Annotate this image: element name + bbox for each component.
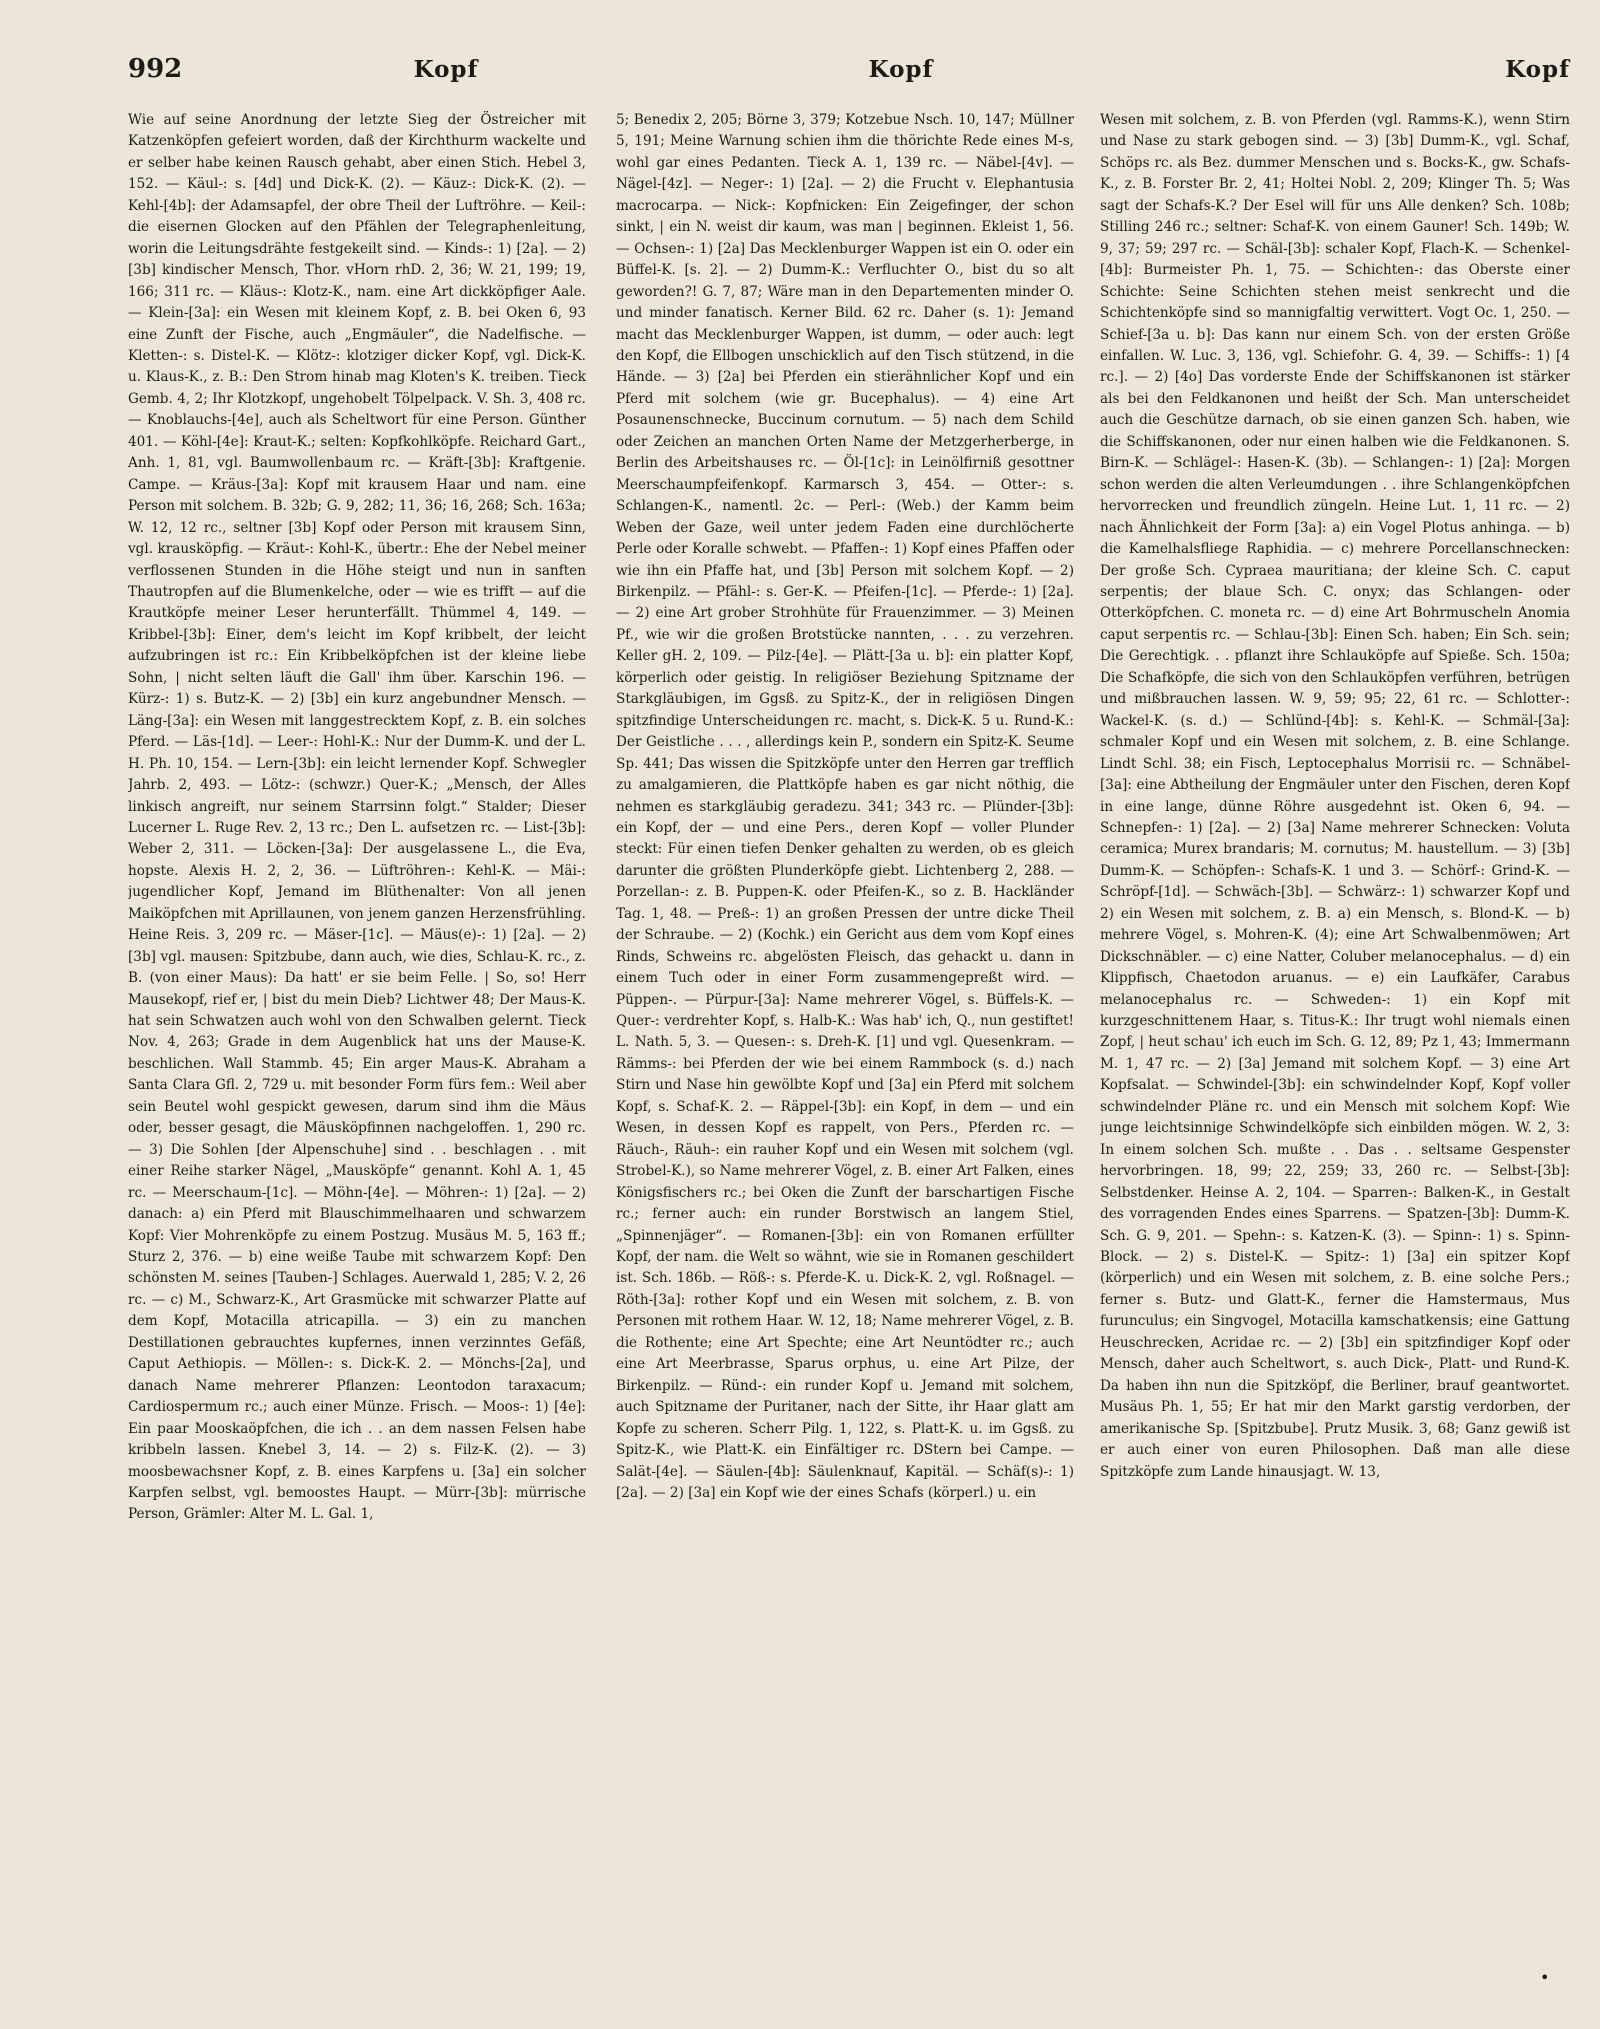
column-text: 5; Benedix 2, 205; Börne 3, 379; Kotzebue Nsch. 10, 147; Müllner 5, 191; Meine Warnung schien ihm die thörichte Rede eines M-s, wohl gar eines Pedanten. Tieck A. 1, 139 rc. — Näbel-[4v]. — Nägel-[4z]. — Neger-: 1) [2a]. — 2) die Frucht v. Elephantusia macrocarpa. — Nick-: Kopfnicken: Ein Zeigefinger, der schon sinkt, | ein N. weist dir kaum, was man | beginnen. Ekleist 1, 56. — Ochsen-: 1) [2a] Das Mecklenburger Wappen ist ein O. oder ein Büffel-K. [s. 2]. — 2) Dumm-K.: Verfluchter O., bist du so alt geworden?! G. 7, 87; Wäre man in den Departementen minder O. und minder fanatisch. Kerner Bild. 62 rc. Daher (s. 1): Jemand macht das Mecklenburger Wappen, ist dumm, — oder auch: legt den Kopf, die Ellbogen unschicklich auf den Tisch stützend, in die Hände. — 3) [2a] bei Pferden ein stierähnlicher Kopf und ein Pferd mit solchem (wie gr. Bucephalus). — 4) eine Art Posaunenschnecke, Buccinum cornutum. — 5) nach dem Schild oder Zeichen an manchen Orten Name der Metzgerherberge, in Berlin des Arbeitshauses rc. — Öl-[1c]: in Leinölfirniß gesottner Meerschaumpfeifenkopf. Karmarsch 3, 454. — Otter-: s. Schlangen-K., namentl. 2c. — Perl-: (Web.) der Kamm beim Weben der Gaze, weil unter jedem Faden eine durchlöcherte Perle oder Koralle schwebt. — Pfaffen-: 1) Kopf eines Pfaffen oder wie ihn ein Pfaffe hat, und [3b] Person mit solchem Kopf. — 2) Birkenpilz. — Pfähl-: s. Ger-K. — Pfeifen-[1c]. — Pferde-: 1) [2a]. — 2) eine Art grober Strohhüte für Frauenzimmer. — 3) Meinen Pf., wie wir die großen Brotstücke nannten, . . . zu verzehren. Keller gH. 2, 109. — Pilz-[4e]. — Plätt-[3a u. b]: ein platter Kopf, körperlich oder geistig. In religiöser Beziehung Spitzname der Starkgläubigen, im Ggsß. zu Spitz-K., der in religiösen Dingen spitzfindige Unterscheidungen rc. macht, s. Dick-K. 5 u. Rund-K.: Der Geistliche . . . , allerdings kein P., sondern ein Spitz-K. Seume Sp. 441; Das wissen die Spitzköpfe unter den Herren gar trefflich zu amalgamieren, die Plattköpfe haben es gar nicht nöthig, die nehmen es starkgläubig geradezu. 341; 343 rc. — Plünder-[3b]: ein Kopf, der — und eine Pers., deren Kopf — voller Plunder steckt: Für einen tiefen Denker gehalten zu werden, ob es gleich darunter die größten Plunderköpfe giebt. Lichtenberg 2, 288. — Porzellan-: z. B. Puppen-K. oder Pfeifen-K., so z. B. Hackländer Tag. 1, 48. — Preß-: 1) an großen Pressen der untre dicke Theil der Schraube. — 2) (Kochk.) ein Gericht aus dem vom Kopf eines Rinds, Schweins rc. abgelösten Fleisch, das gehackt u. dann in einem Tuch oder in einer Form zusammengepreßt wird. — Püppen-. — Pürpur-[3a]: Name mehrerer Vögel, s. Büffels-K. — Quer-: verdrehter Kopf, s. Halb-K.: Was hab' ich, Q., nun gestiftet! L. Nath. 5, 3. — Quesen-: s. Dreh-K. [1] und vgl. Quesenkram. — Rämms-: bei Pferden der wie bei einem Rammbock (s. d.) nach Stirn und Nase hin gewölbte Kopf und [3a] ein Pferd mit solchem Kopf, s. Schaf-K. 2. — Räppel-[3b]: ein Kopf, in dem — und ein Wesen, in dessen Kopf es rappelt, von Pers., Pferden rc. — Räuch-, Räuh-: ein rauher Kopf und ein Wesen mit solchem (vgl. Strobel-K.), so Name mehrerer Vögel, z. B. einer Art Falken, eines Königsfischers rc.; bei Oken die Zunft der barschartigen Fische rc.; ferner auch: ein runder Borstwisch an langem Stiel, „Spinnenjäger“. — Romanen-[3b]: ein von Romanen erfüllter Kopf, der nam. die Welt so wähnt, wie sie in Romanen geschildert ist. Sch. 186b. — Röß-: s. Pferde-K. u. Dick-K. 2, vgl. Roßnagel. — Röth-[3a]: rother Kopf und ein Wesen mit solchem, z. B. von Personen mit rothem Haar. W. 12, 18; Name mehrerer Vögel, z. B. die Rothente; eine Art Spechte; eine Art Neuntödter rc.; auch eine Art Meerbrasse, Sparus orphus, u. eine Art Pilze, der Birkenpilz. — Ründ-: ein runder Kopf u. Jemand mit solchem, auch Spitzname der Puritaner, nach der Sitte, ihr Haar glatt am Kopfe zu scheren. Scherr Pilg. 1, 122, s. Platt-K. u. im Ggsß. zu Spitz-K., wie Platt-K. ein Einfältiger rc. DStern bei Campe. — Salät-[4e]. — Säulen-[4b]: Säulenknauf, Kapitäl. — Schäf(s)-: 1) [2a]. — 2) [3a] ein Kopf wie der eines Schafs (körperl.) u. ein bbox=[616, 112, 1074, 1501]
running-header bbox=[128, 54, 1570, 90]
headword-left: Kopf bbox=[413, 56, 479, 83]
end-bullet: • bbox=[1540, 1968, 1550, 1987]
column-text: Wesen mit solchem, z. B. von Pferden (vgl. Ramms-K.), wenn Stirn und Nase zu stark gebogen sind. — 3) [3b] Dumm-K., vgl. Schaf, Schöps rc. als Bez. dummer Menschen und s. Bocks-K., gw. Schafs-K., z. B. Forster Br. 2, 41; Holtei Nobl. 2, 209; Klinger Th. 5; Was sagt der Schafs-K.? Der Esel will für uns Alle denken? Sch. 108b; Stilling 246 rc.; seltner: Schaf-K. von einem Gauner! Sch. 149b; W. 9, 37; 59; 297 rc. — Schäl-[3b]: schaler Kopf, Flach-K. — Schenkel-[4b]: Burmeister Ph. 1, 75. — Schichten-: das Oberste einer Schichte: Seine Schichten stehen meist senkrecht und die Schichtenköpfe sind so mannigfaltig verwittert. Vogt Oc. 1, 250. — Schief-[3a u. b]: Das kann nur einem Sch. von der ersten Größe einfallen. W. Luc. 3, 136, vgl. Schiefohr. G. 4, 39. — Schiffs-: 1) [4 rc.]. — 2) [4o] Das vorderste Ende der Schiffskanonen ist stärker als bei den Feldkanonen und heißt der Sch. Man unterscheidet auch die Geschütze darnach, ob sie einen ganzen Sch. haben, wie die Schiffskanonen, oder nur einen halben wie die Feldkanonen. S. Birn-K. — Schlägel-: Hasen-K. (3b). — Schlangen-: 1) [2a]: Morgen schon werden die alten Verleumdungen . . ihre Schlangenköpfchen hervorrecken und freundlich züngeln. Heine Lut. 1, 11 rc. — 2) nach Ähnlichkeit der Form [3a]: a) ein Vogel Plotus anhinga. — b) die Kamelhalsfliege Raphidia. — c) mehrere Porcellanschnecken: Der große Sch. Cypraea mauritiana; der kleine Sch. C. caput serpentis; der blaue Sch. C. onyx; das Schlangen- oder Otterköpfchen. C. moneta rc. — d) eine Art Bohrmuscheln Anomia caput serpentis rc. — Schlau-[3b]: Einen Sch. haben; Ein Sch. sein; Die Gerechtigk. . . pflanzt ihre Schlauköpfe auf Spieße. Sch. 150a; Die Schafköpfe, die sich von den Schlauköpfen verführen, betrügen und mißbrauchen lassen. W. 9, 59; 95; 22, 61 rc. — Schlotter-: Wackel-K. (s. d.) — Schlünd-[4b]: s. Kehl-K. — Schmäl-[3a]: schmaler Kopf und ein Wesen mit solchem, z. B. eine Schlange. Lindt Schl. 38; ein Fisch, Leptocephalus Morrisii rc. — Schnäbel-[3a]: eine Abtheilung der Engmäuler unter den Fischen, deren Kopf in eine lange, dünne Röhre ausgedehnt ist. Oken 6, 94. — Schnepfen-: 1) [2a]. — 2) [3a] Name mehrerer Schnecken: Voluta ceramica; Murex brandaris; M. cornutus; M. haustellum. — 3) [3b] Dumm-K. — Schöpfen-: Schafs-K. 1 und 3. — Schörf-: Grind-K. — Schröpf-[1d]. — Schwäch-[3b]. — Schwärz-: 1) schwarzer Kopf und 2) ein Wesen mit solchem, z. B. a) ein Mensch, s. Blond-K. — b) mehrere Vögel, s. Mohren-K. (4); eine Art Schwalbenmöwen; Art Dickschnäbler. — c) eine Natter, Coluber melanocephalus. — d) ein Klippfisch, Chaetodon aruanus. — e) ein Laufkäfer, Carabus melanocephalus rc. — Schweden-: 1) ein Kopf mit kurzgeschnittenem Haar, s. Titus-K.: Ihr trugt wohl niemals einen Zopf, | heut schau' ich euch im Sch. G. 12, 89; Pz 1, 43; Immermann M. 1, 47 rc. — 2) [3a] Jemand mit solchem Kopf. — 3) eine Art Kopfsalat. — Schwindel-[3b]: ein schwindelnder Kopf, Kopf voller schwindelnder Pläne rc. und ein Mensch mit solchem Kopf: Wie junge leichtsinnige Schwindelköpfe sich einbilden mögen. W. 2, 3: In einem solchen Sch. mußte . . Das . . seltsame Gespenster hervorbringen. 18, 99; 22, 259; 33, 260 rc. — Selbst-[3b]: Selbstdenker. Heinse A. 2, 104. — Sparren-: Balken-K., in Gestalt des vorragenden Endes eines Sparrens. — Spatzen-[3b]: Dumm-K. Sch. G. 9, 201. — Spehn-: s. Katzen-K. (3). — Spinn-: 1) s. Spinn-Block. — 2) s. Distel-K. — Spitz-: 1) [3a] ein spitzer Kopf (körperlich) und ein Wesen mit solchem, z. B. eine solche Pers.; ferner s. Butz- und Glatt-K., ferner die Hamstermaus, Mus furunculus; ein Singvogel, Motacilla kamschatkensis; eine Gattung Heuschrecken, Acridae rc. — 2) [3b] ein spitzfindiger Kopf oder Mensch, daher auch Scheltwort, s. auch Dick-, Platt- und Rund-K. Da haben ihn nun die Spitzköpf, die Berliner, brauf geantwortet. Musäus Ph. 1, 55; Er hat mir den Markt garstig verdorben, der amerikanische Sp. [Spitzbube]. Prutz Musik. 3, 68; Ganz gewiß ist er auch einer von euren Philosophen. Daß man alle diese Spitzköpfe zum Lande hinausjagt. W. 13, bbox=[1100, 112, 1570, 1480]
headword-right: Kopf bbox=[1505, 56, 1570, 83]
text-column-right bbox=[1100, 110, 1570, 1990]
headword-center: Kopf bbox=[868, 56, 934, 83]
text-column-middle bbox=[616, 110, 1074, 1990]
text-column-left bbox=[128, 110, 586, 1990]
page-number: 992 bbox=[128, 54, 183, 84]
column-text: Wie auf seine Anordnung der letzte Sieg der Östreicher mit Katzenköpfen gefeiert worden, daß der Kirchthurm wackelte und er selber habe keinen Rausch gehabt, aber einen Stich. Hebel 3, 152. — Käul-: s. [4d] und Dick-K. (2). — Käuz-: Dick-K. (2). — Kehl-[4b]: der Adamsapfel, der obre Theil der Luftröhre. — Keil-: die eisernen Glocken auf den Pfählen der Telegraphenleitung, worin die Leitungsdrähte festgekeilt sind. — Kinds-: 1) [2a]. — 2) [3b] kindischer Mensch, Thor. vHorn rhD. 2, 36; W. 21, 199; 19, 166; 311 rc. — Kläus-: Klotz-K., nam. eine Art dickköpfiger Aale. — Klein-[3a]: ein Wesen mit kleinem Kopf, z. B. bei Oken 6, 93 eine Zunft der Fische, auch „Engmäuler“, die Nadelfische. — Kletten-: s. Distel-K. — Klötz-: klotziger dicker Kopf, vgl. Dick-K. u. Klaus-K., z. B.: Den Strom hinab mag Kloten's K. treiben. Tieck Gemb. 4, 2; Ihr Klotzkopf, ungehobelt Tölpelpack. V. Sh. 3, 408 rc. — Knoblauchs-[4e], auch als Scheltwort für eine Person. Günther 401. — Köhl-[4e]: Kraut-K.; selten: Kopfkohlköpfe. Reichard Gart., Anh. 1, 81, vgl. Baumwollenbaum rc. — Kräft-[3b]: Kraftgenie. Campe. — Kräus-[3a]: Kopf mit krausem Haar und nam. eine Person mit solchem. B. 32b; G. 9, 282; 11, 36; 16, 268; Sch. 163a; W. 12, 12 rc., seltner [3b] Kopf oder Person mit krausem Sinn, vgl. krausköpfig. — Kräut-: Kohl-K., übertr.: Ehe der Nebel meiner verflossenen Stunden in die Höhe steigt und nun in sanften Thautropfen auf die Blumenkelche, oder — wie es trifft — auf die Krautköpfe meiner Leser herunterfällt. Thümmel 4, 149. — Kribbel-[3b]: Einer, dem's leicht im Kopf kribbelt, der leicht aufzubringen ist rc.: Ein Kribbelköpfchen ist der kleine liebe Sohn, | nicht selten läuft die Gall' ihm über. Karschin 196. — Kürz-: 1) s. Butz-K. — 2) [3b] ein kurz angebundner Mensch. — Läng-[3a]: ein Wesen mit langgestrecktem Kopf, z. B. ein solches Pferd. — Läs-[1d]. — Leer-: Hohl-K.: Nur der Dumm-K. und der L. H. Ph. 10, 154. — Lern-[3b]: ein leicht lernender Kopf. Schwegler Jahrb. 2, 493. — Lötz-: (schwzr.) Quer-K.; „Mensch, der Alles linkisch angreift, nur seinem Starrsinn folgt.“ Stalder; Dieser Lucerner L. Ruge Rev. 2, 13 rc.; Den L. aufsetzen rc. — List-[3b]: Weber 2, 311. — Löcken-[3a]: Der ausgelassene L., die Eva, hopste. Alexis H. 2, 2, 36. — Lüftröhren-: Kehl-K. — Mäi-: jugendlicher Kopf, Jemand im Blüthenalter: Von all jenen Maiköpfchen mit Aprillaunen, von jenem ganzen Herzensfrühling. Heine Reis. 3, 209 rc. — Mäser-[1c]. — Mäus(e)-: 1) [2a]. — 2) [3b] vgl. mausen: Spitzbube, dann auch, wie dies, Schlau-K. rc., z. B. (von einer Maus): Da hatt' er sie beim Felle. | So, so! Herr Mausekopf, rief er, | bist du mein Dieb? Lichtwer 48; Der Maus-K. hat sein Schwatzen auch wohl von den Schwalben gelernt. Tieck Nov. 4, 263; Grade in dem Augenblick hat uns der Mause-K. beschlichen. Wall Stammb. 45; Ein arger Maus-K. Abraham a Santa Clara Gfl. 2, 729 u. mit besonder Form fürs fem.: Weil aber sein Beutel wohl gespickt gewesen, darum sind ihm die Mäus oder, besser gesagt, die Mäusköpfinnen nachgeloffen. 1, 290 rc. — 3) Die Sohlen [der Alpenschuhe] sind . . beschlagen . . mit einer Reihe starker Nägel, „Mausköpfe“ genannt. Kohl A. 1, 45 rc. — Meerschaum-[1c]. — Möhn-[4e]. — Möhren-: 1) [2a]. — 2) danach: a) ein Pferd mit Blauschimmelhaaren und schwarzem Kopf: Vier Mohrenköpfe zu einem Postzug. Musäus M. 5, 163 ff.; Sturz 2, 376. — b) eine weiße Taube mit schwarzem Kopf: Den schönsten M. seines [Tauben-] Schlages. Auerwald 1, 285; V. 2, 26 rc. — c) M., Schwarz-K., Art Grasmücke mit schwarzer Platte auf dem Kopf, Motacilla atricapilla. — 3) ein zu manchen Destillationen gebrauchtes kupfernes, innen verzinntes Gefäß, Caput Aethiopis. — Möllen-: s. Dick-K. 2. — Mönchs-[2a], und danach Name mehrerer Pflanzen: Leontodon taraxacum; Cardiospermum rc.; auch einer Münze. Frisch. — Moos-: 1) [4e]: Ein paar Mooskaöpfchen, die ich . . an dem nassen Felsen habe kribbeln lassen. Knebel 3, 14. — 2) s. Filz-K. (2). — 3) moosbewachsner Kopf, z. B. eines Karpfens u. [3a] ein solcher Karpfen selbst, vgl. bemoostes Haupt. — Mürr-[3b]: mürrische Person, Grämler: Alter M. L. Gal. 1, bbox=[128, 112, 586, 1523]
